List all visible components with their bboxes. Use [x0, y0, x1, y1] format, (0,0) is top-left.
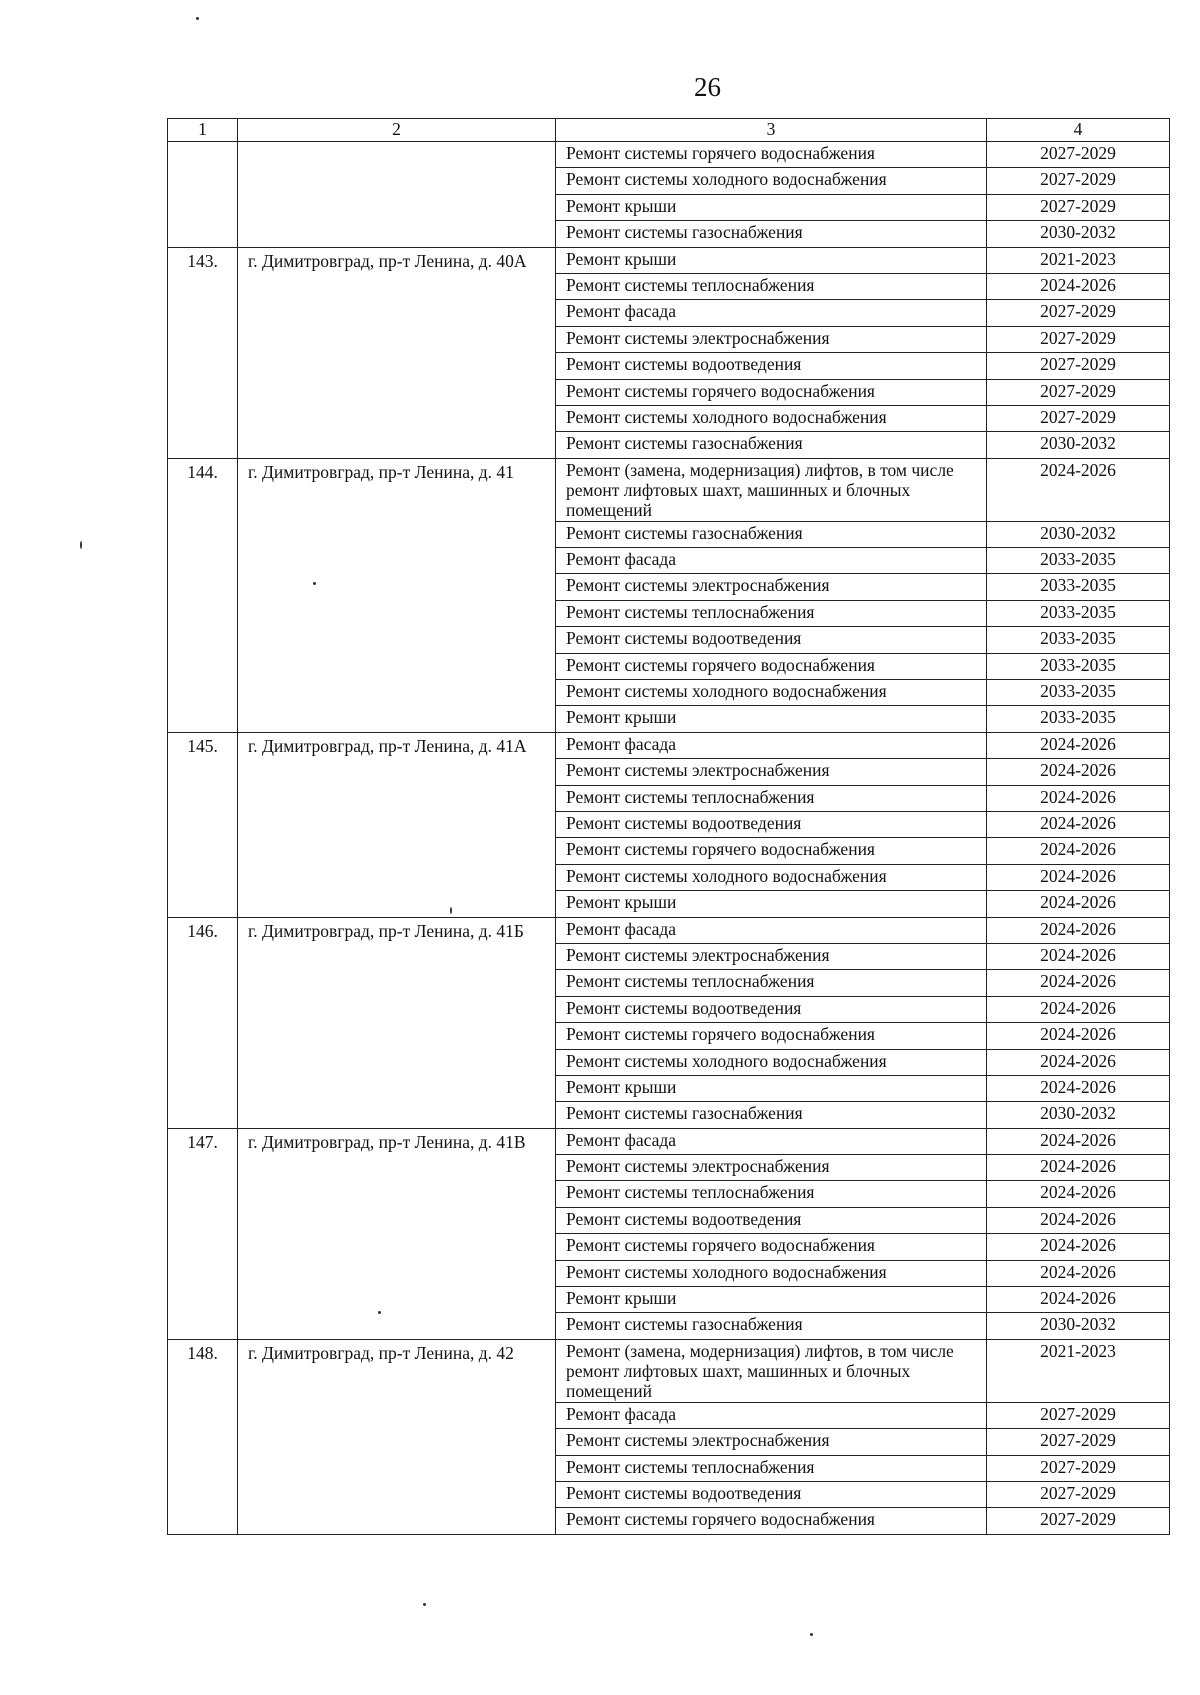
- work-type: Ремонт системы водоотведения: [556, 627, 987, 653]
- work-type: Ремонт (замена, модернизация) лифтов, в том числе ремонт лифтовых шахт, машинных и блочных помещений: [556, 458, 987, 521]
- work-type: Ремонт системы теплоснабжения: [556, 785, 987, 811]
- header-cell-1: 1: [168, 119, 238, 142]
- work-type: Ремонт крыши: [556, 194, 987, 220]
- work-type: Ремонт системы теплоснабжения: [556, 970, 987, 996]
- object-number: 143.: [168, 247, 238, 458]
- header-cell-4: 4: [987, 119, 1170, 142]
- work-period: 2024-2026: [987, 1181, 1170, 1207]
- work-type: Ремонт фасада: [556, 548, 987, 574]
- work-type: Ремонт системы горячего водоснабжения: [556, 1023, 987, 1049]
- work-type: Ремонт системы газоснабжения: [556, 1313, 987, 1339]
- object-number: 147.: [168, 1128, 238, 1339]
- table-row: [168, 1128, 1170, 1154]
- object-address: г. Димитровград, пр-т Ленина, д. 41Б: [238, 917, 556, 1128]
- work-type: Ремонт фасада: [556, 732, 987, 758]
- work-period: 2024-2026: [987, 759, 1170, 785]
- work-type: Ремонт системы теплоснабжения: [556, 600, 987, 626]
- work-period: 2027-2029: [987, 1481, 1170, 1507]
- work-period: 2027-2029: [987, 142, 1170, 168]
- work-type: Ремонт фасада: [556, 300, 987, 326]
- table-row: [168, 1339, 1170, 1402]
- work-period: 2027-2029: [987, 300, 1170, 326]
- object-number: 145.: [168, 732, 238, 917]
- work-period: 2030-2032: [987, 432, 1170, 458]
- header-cell-3: 3: [556, 119, 987, 142]
- work-period: 2024-2026: [987, 864, 1170, 890]
- work-period: 2024-2026: [987, 1128, 1170, 1154]
- work-period: 2027-2029: [987, 379, 1170, 405]
- work-type: Ремонт системы горячего водоснабжения: [556, 142, 987, 168]
- work-type: Ремонт системы холодного водоснабжения: [556, 1260, 987, 1286]
- work-period: 2024-2026: [987, 917, 1170, 943]
- work-period: 2024-2026: [987, 996, 1170, 1022]
- work-period: 2021-2023: [987, 247, 1170, 273]
- work-type: Ремонт системы газоснабжения: [556, 221, 987, 247]
- work-type: Ремонт системы газоснабжения: [556, 432, 987, 458]
- work-period: 2024-2026: [987, 458, 1170, 521]
- work-type: Ремонт системы горячего водоснабжения: [556, 379, 987, 405]
- object-address: г. Димитровград, пр-т Ленина, д. 41В: [238, 1128, 556, 1339]
- work-period: 2024-2026: [987, 1234, 1170, 1260]
- work-type: Ремонт системы газоснабжения: [556, 1102, 987, 1128]
- work-type: Ремонт системы холодного водоснабжения: [556, 864, 987, 890]
- work-period: 2033-2035: [987, 680, 1170, 706]
- work-type: Ремонт крыши: [556, 1075, 987, 1101]
- work-period: 2024-2026: [987, 891, 1170, 917]
- table-row: [168, 917, 1170, 943]
- table-row: [168, 732, 1170, 758]
- work-period: 2027-2029: [987, 1508, 1170, 1534]
- work-period: 2024-2026: [987, 970, 1170, 996]
- work-type: Ремонт системы водоотведения: [556, 996, 987, 1022]
- work-type: Ремонт системы водоотведения: [556, 1207, 987, 1233]
- work-type: Ремонт фасада: [556, 1402, 987, 1428]
- work-period: 2024-2026: [987, 1023, 1170, 1049]
- work-type: Ремонт системы электроснабжения: [556, 1429, 987, 1455]
- work-period: 2033-2035: [987, 627, 1170, 653]
- work-type: Ремонт фасада: [556, 1128, 987, 1154]
- work-type: Ремонт фасада: [556, 917, 987, 943]
- table-row: [168, 142, 1170, 168]
- scan-speck: [423, 1603, 426, 1606]
- work-period: 2024-2026: [987, 838, 1170, 864]
- header-cell-2: 2: [238, 119, 556, 142]
- work-period: 2033-2035: [987, 706, 1170, 732]
- scan-speck: [313, 582, 316, 585]
- scan-speck: [196, 17, 199, 20]
- work-period: 2033-2035: [987, 548, 1170, 574]
- work-type: Ремонт крыши: [556, 247, 987, 273]
- work-period: 2024-2026: [987, 732, 1170, 758]
- work-type: Ремонт системы холодного водоснабжения: [556, 680, 987, 706]
- work-period: 2027-2029: [987, 353, 1170, 379]
- work-type: Ремонт системы горячего водоснабжения: [556, 653, 987, 679]
- table-header-row: [168, 119, 1170, 142]
- object-address: [238, 142, 556, 248]
- object-address: г. Димитровград, пр-т Ленина, д. 41: [238, 458, 556, 732]
- work-type: Ремонт системы электроснабжения: [556, 943, 987, 969]
- work-type: Ремонт системы теплоснабжения: [556, 1455, 987, 1481]
- repair-schedule-table: [167, 118, 1170, 1535]
- work-period: 2033-2035: [987, 574, 1170, 600]
- work-type: Ремонт системы теплоснабжения: [556, 1181, 987, 1207]
- work-type: Ремонт системы электроснабжения: [556, 326, 987, 352]
- work-period: 2024-2026: [987, 1260, 1170, 1286]
- object-number: [168, 142, 238, 248]
- work-period: 2027-2029: [987, 326, 1170, 352]
- work-type: Ремонт системы газоснабжения: [556, 521, 987, 547]
- object-number: 146.: [168, 917, 238, 1128]
- object-address: г. Димитровград, пр-т Ленина, д. 42: [238, 1339, 556, 1534]
- work-type: Ремонт системы электроснабжения: [556, 759, 987, 785]
- object-address: г. Димитровград, пр-т Ленина, д. 41А: [238, 732, 556, 917]
- work-period: 2027-2029: [987, 168, 1170, 194]
- work-period: 2024-2026: [987, 811, 1170, 837]
- work-period: 2021-2023: [987, 1339, 1170, 1402]
- work-period: 2024-2026: [987, 943, 1170, 969]
- work-period: 2024-2026: [987, 273, 1170, 299]
- work-period: 2024-2026: [987, 785, 1170, 811]
- work-type: Ремонт крыши: [556, 1287, 987, 1313]
- work-period: 2030-2032: [987, 1313, 1170, 1339]
- work-type: Ремонт системы водоотведения: [556, 353, 987, 379]
- object-number: 148.: [168, 1339, 238, 1534]
- page-number: 26: [694, 72, 721, 102]
- work-type: Ремонт системы холодного водоснабжения: [556, 1049, 987, 1075]
- scan-speck: [378, 1311, 381, 1314]
- object-number: 144.: [168, 458, 238, 732]
- work-period: 2027-2029: [987, 194, 1170, 220]
- work-period: 2030-2032: [987, 521, 1170, 547]
- work-period: 2024-2026: [987, 1049, 1170, 1075]
- scan-speck: [450, 907, 452, 914]
- work-type: Ремонт системы холодного водоснабжения: [556, 405, 987, 431]
- work-period: 2024-2026: [987, 1207, 1170, 1233]
- work-period: 2027-2029: [987, 1455, 1170, 1481]
- table-body: [168, 142, 1170, 1535]
- work-type: Ремонт системы водоотведения: [556, 811, 987, 837]
- work-period: 2033-2035: [987, 653, 1170, 679]
- work-type: Ремонт системы теплоснабжения: [556, 273, 987, 299]
- work-type: Ремонт крыши: [556, 891, 987, 917]
- work-period: 2027-2029: [987, 405, 1170, 431]
- work-type: Ремонт системы холодного водоснабжения: [556, 168, 987, 194]
- work-period: 2027-2029: [987, 1429, 1170, 1455]
- work-type: Ремонт системы горячего водоснабжения: [556, 1234, 987, 1260]
- work-period: 2030-2032: [987, 1102, 1170, 1128]
- object-address: г. Димитровград, пр-т Ленина, д. 40А: [238, 247, 556, 458]
- scan-speck: [80, 541, 82, 549]
- work-type: Ремонт крыши: [556, 706, 987, 732]
- work-type: Ремонт системы электроснабжения: [556, 574, 987, 600]
- table-row: [168, 458, 1170, 521]
- work-period: 2024-2026: [987, 1075, 1170, 1101]
- work-type: Ремонт (замена, модернизация) лифтов, в том числе ремонт лифтовых шахт, машинных и блочных помещений: [556, 1339, 987, 1402]
- work-period: 2033-2035: [987, 600, 1170, 626]
- work-period: 2024-2026: [987, 1155, 1170, 1181]
- work-type: Ремонт системы горячего водоснабжения: [556, 1508, 987, 1534]
- work-period: 2030-2032: [987, 221, 1170, 247]
- work-type: Ремонт системы горячего водоснабжения: [556, 838, 987, 864]
- work-period: 2024-2026: [987, 1287, 1170, 1313]
- work-type: Ремонт системы водоотведения: [556, 1481, 987, 1507]
- table-row: [168, 247, 1170, 273]
- scan-speck: [810, 1633, 813, 1636]
- work-period: 2027-2029: [987, 1402, 1170, 1428]
- work-type: Ремонт системы электроснабжения: [556, 1155, 987, 1181]
